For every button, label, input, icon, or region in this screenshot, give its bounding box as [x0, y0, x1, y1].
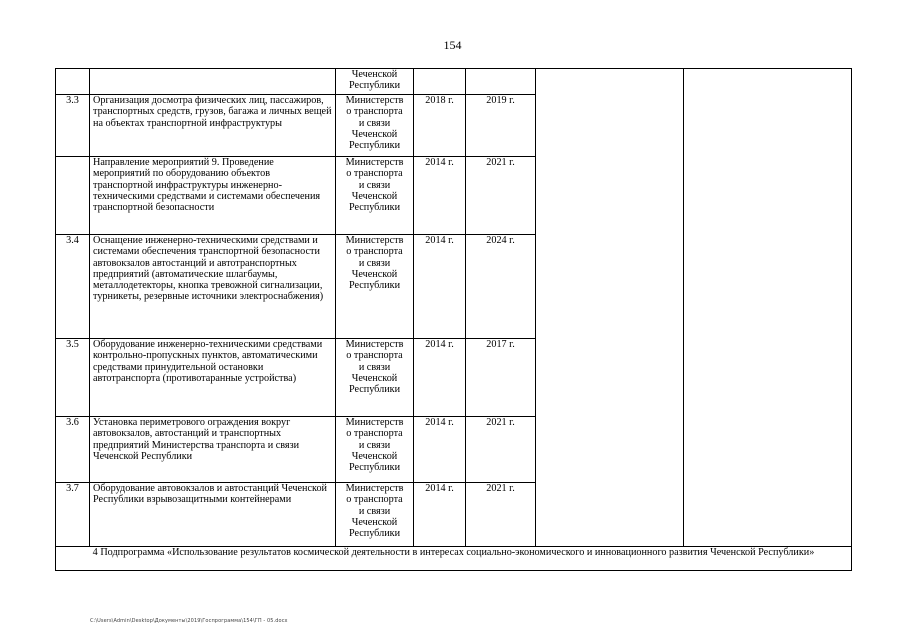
row-number: 3.4 — [56, 235, 90, 339]
row-description: Установка периметрового ограждения вокруг автовокзалов, автостанций и транспортных предприятий Министерства транспорта и связи Чеченской Республики — [90, 417, 336, 483]
row-executor: Министерств о транспорта и связи Чеченской Республики — [336, 417, 414, 483]
row-start-year: 2014 г. — [414, 157, 466, 235]
row-start-year: 2014 г. — [414, 339, 466, 417]
row-executor: Министерств о транспорта и связи Чеченской Республики — [336, 235, 414, 339]
file-path-footnote: C:\Users\Admin\Desktop\Документы\2019\Госпрограмма\154\ГП - 05.docx — [90, 618, 288, 624]
table-row-continued — [56, 69, 852, 95]
row-end-year: 2021 г. — [466, 483, 536, 547]
row-number: 3.6 — [56, 417, 90, 483]
row-number — [56, 157, 90, 235]
row-description: Оборудование инженерно-техническими средствами контрольно-пропускных пунктов, автоматическими средствами принудительной остановки автотранспорта (противотаранные устройства) — [90, 339, 336, 417]
row-start-year: 2018 г. — [414, 95, 466, 157]
program-table — [55, 68, 852, 571]
empty-column-6 — [536, 69, 684, 547]
row-start-year: 2014 г. — [414, 417, 466, 483]
row-end-year: 2021 г. — [466, 157, 536, 235]
row-end-year: 2021 г. — [466, 417, 536, 483]
row-description — [90, 69, 336, 95]
subprogram-title: 4 Подпрограмма «Использование результатов космической деятельности в интересах социально-экономического и инновационного развития Чеченской Республики» — [56, 547, 852, 571]
row-executor: Министерств о транспорта и связи Чеченской Республики — [336, 483, 414, 547]
row-executor: Министерств о транспорта и связи Чеченской Республики — [336, 157, 414, 235]
row-description: Оборудование автовокзалов и автостанций Чеченской Республики взрывозащитными контейнерами — [90, 483, 336, 547]
row-end-year: 2017 г. — [466, 339, 536, 417]
row-number: 3.5 — [56, 339, 90, 417]
row-start-year — [414, 69, 466, 95]
row-start-year: 2014 г. — [414, 235, 466, 339]
row-start-year: 2014 г. — [414, 483, 466, 547]
row-number: 3.7 — [56, 483, 90, 547]
row-end-year: 2019 г. — [466, 95, 536, 157]
row-description: Организация досмотра физических лиц, пассажиров, транспортных средств, грузов, багажа и личных вещей на объектах транспортной инфраструктуры — [90, 95, 336, 157]
page-number: 154 — [443, 38, 462, 52]
row-end-year — [466, 69, 536, 95]
row-executor: Министерств о транспорта и связи Чеченской Республики — [336, 339, 414, 417]
subprogram-row — [56, 547, 852, 571]
row-executor: Чеченской Республики — [336, 69, 414, 95]
row-description: Оснащение инженерно-техническими средствами и системами обеспечения транспортной безопасности автовокзалов автостанций и автотранспортных предприятий (автоматические шлагбаумы, металлодетекторы, кнопка тревожной сигнализации, турникеты, резервные источники электроснабжения) — [90, 235, 336, 339]
row-executor: Министерств о транспорта и связи Чеченской Республики — [336, 95, 414, 157]
empty-column-7 — [684, 69, 852, 547]
row-number: 3.3 — [56, 95, 90, 157]
row-number — [56, 69, 90, 95]
row-end-year: 2024 г. — [466, 235, 536, 339]
row-description: Направление мероприятий 9. Проведение мероприятий по оборудованию объектов транспортной инфраструктуры инженерно-техническими средствами и системами обеспечения транспортной безопасности — [90, 157, 336, 235]
